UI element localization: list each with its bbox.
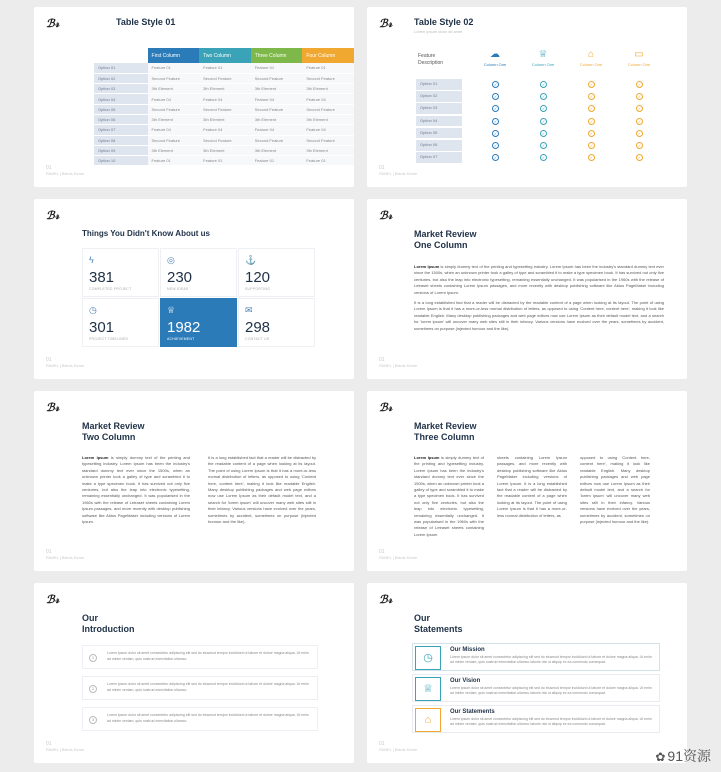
slide-market-review-one[interactable] bbox=[367, 199, 687, 379]
footer-brand: PANEL | Bisnis Keren bbox=[46, 363, 85, 368]
title-line-1: Market Review bbox=[82, 421, 145, 431]
table-cell: 3th Element bbox=[251, 84, 303, 94]
table-cell: Second Feature bbox=[199, 135, 251, 145]
table-cell: Feature 01 bbox=[302, 63, 354, 73]
stat-label: ACHIEVEMENT bbox=[167, 337, 195, 341]
table-cell: Feature 04 bbox=[302, 94, 354, 104]
stat-value: 1982 bbox=[167, 319, 201, 336]
title-line-2: Two Column bbox=[82, 432, 136, 442]
title-line-2: Three Column bbox=[414, 432, 475, 442]
stat-label: CONTACT US bbox=[245, 337, 270, 341]
table-cell: Second Feature bbox=[302, 135, 354, 145]
table-cell: Second Feature bbox=[148, 135, 200, 145]
slide-table-style-02[interactable] bbox=[367, 7, 687, 187]
check-icon: ✓ bbox=[541, 143, 546, 148]
table-cell: 3th Element bbox=[251, 145, 303, 155]
column-header: Two Column bbox=[199, 48, 251, 63]
column-1-text bbox=[82, 455, 190, 525]
brand-logo: ℬ𝓇 bbox=[46, 17, 60, 30]
table-cell: Feature 04 bbox=[251, 125, 303, 135]
trophy-icon: ♕ bbox=[538, 49, 548, 60]
clock-icon: ◷ bbox=[89, 305, 97, 315]
check-icon: ✓ bbox=[493, 82, 498, 87]
header-blank bbox=[94, 48, 148, 63]
bulb-icon: ◎ bbox=[167, 255, 175, 265]
table-row bbox=[94, 84, 354, 94]
column-header bbox=[566, 49, 616, 67]
stat-card bbox=[160, 298, 237, 347]
table-cell: Second Feature bbox=[251, 104, 303, 114]
table-cell: 3th Element bbox=[199, 84, 251, 94]
column-2-text: sheets containing Lorem Ipsum passages, and more recently with desktop publishing software like Aldus PageMaker including versions of Lorem Ipsum. It is a long established fact that a reader will be distracted by the readable content of a page when looking at its layout. The point of using Lorem Ipsum is that it has a more-or-less normal distribution of letters, as bbox=[497, 455, 567, 518]
slide-footer bbox=[379, 165, 417, 177]
check-icon: ✓ bbox=[493, 118, 498, 124]
folder-icon: ▭ bbox=[634, 49, 644, 60]
statement-item bbox=[412, 674, 660, 702]
row-option: Option 08 bbox=[94, 135, 148, 145]
title-line-2: Statements bbox=[414, 624, 463, 634]
slide-title bbox=[82, 613, 135, 635]
table-row bbox=[94, 94, 354, 104]
stat-card bbox=[82, 248, 159, 297]
column-label: Column One bbox=[579, 62, 603, 67]
slide-title: Table Style 01 bbox=[116, 17, 176, 27]
slide-footer bbox=[379, 741, 417, 753]
column-1-body: is simply dummy text of the printing and typesetting industry. Lorem Ipsum has been the industry's standard dummy text ever since the 1500s, when an unknown printer took a galley of type and scrambled it to make a type specimen book. It has survived not only five centuries, but also the leap into electronic typesetting, remaining essentially unchanged. It was popularised in the 1960s with the release of Letraset sheets containing Lorem Ipsum bbox=[414, 455, 484, 537]
statement-text: Lorem ipsum dolor sit amet consectetur adipiscing elit sed do eiusmod tempor incididunt ut labore et dolore magna aliqua. Ut enim ad minim veniam, quis nostrud exercitation ullamco laboris nisi ut aliquip ex ea commodo consequat. bbox=[450, 717, 652, 727]
check-icon: ✓ bbox=[637, 155, 642, 161]
check-icon: ✓ bbox=[493, 130, 498, 136]
page-number: 01 bbox=[379, 357, 385, 363]
comparison-table bbox=[416, 47, 666, 177]
table-cell: Feature 01 bbox=[148, 156, 200, 166]
slide-market-review-two[interactable] bbox=[34, 391, 354, 571]
stat-card bbox=[82, 298, 159, 347]
slide-market-review-three[interactable] bbox=[367, 391, 687, 571]
row-option: Option 03 bbox=[94, 84, 148, 94]
statement-item bbox=[412, 705, 660, 733]
check-icon: ✓ bbox=[541, 106, 546, 112]
column-label: Column One bbox=[531, 62, 555, 67]
row-option: Option 09 bbox=[94, 145, 148, 155]
check-icon: ✓ bbox=[541, 155, 546, 161]
table-cell: 3th Element bbox=[302, 84, 354, 94]
chat-icon: ✉ bbox=[245, 305, 253, 315]
footer-brand: PANEL | Bisnis Keren bbox=[46, 555, 85, 560]
table-row bbox=[94, 114, 354, 124]
table-cell: Second Feature bbox=[148, 104, 200, 114]
check-icon: ✓ bbox=[637, 94, 642, 100]
slide-title: Things You Didn't Know About us bbox=[82, 229, 210, 238]
table-cell: Feature 04 bbox=[199, 125, 251, 135]
check-icon: ✓ bbox=[493, 143, 498, 148]
stat-value: 301 bbox=[89, 319, 115, 336]
check-icon: ✓ bbox=[541, 130, 546, 136]
table-row bbox=[94, 73, 354, 83]
stat-label: PROJECT TIMELINES bbox=[89, 337, 129, 341]
intro-item bbox=[82, 645, 318, 669]
intro-item bbox=[82, 676, 318, 700]
check-icon: ✓ bbox=[637, 82, 642, 87]
table-cell: Feature 01 bbox=[199, 156, 251, 166]
column-label: Column One bbox=[483, 62, 507, 67]
table-cell: Feature 04 bbox=[302, 125, 354, 135]
clock-icon: ◷ bbox=[415, 646, 441, 670]
slide-title: Table Style 02 bbox=[414, 17, 474, 27]
footer-brand: PANEL | Bisnis Keren bbox=[46, 747, 85, 752]
title-line-1: Our bbox=[414, 613, 431, 623]
number-badge: 1 bbox=[89, 654, 97, 662]
page-number: 01 bbox=[46, 549, 52, 555]
table-cell: Feature 01 bbox=[251, 63, 303, 73]
check-icon: ✓ bbox=[637, 106, 642, 112]
table-row bbox=[94, 104, 354, 114]
footer-brand: PANEL | Bisnis Keren bbox=[379, 171, 418, 176]
intro-text: Lorem ipsum dolor sit amet consectetur adipiscing elit sed do eiusmod tempor incididunt ut labore et dolore magna aliqua. Ut enim ad minim veniam, quis nostrud exercitation ullamco. bbox=[107, 682, 309, 692]
slide-our-introduction[interactable] bbox=[34, 583, 354, 763]
table-row bbox=[94, 156, 354, 166]
slide-title bbox=[414, 613, 463, 635]
row-option: Option 04 bbox=[416, 116, 462, 127]
check-icon: ✓ bbox=[589, 130, 594, 136]
statement-text: Lorem ipsum dolor sit amet consectetur adipiscing elit sed do eiusmod tempor incididunt ut labore et dolore magna aliqua. Ut enim ad minim veniam, quis nostrud exercitation ullamco laboris nisi ut aliquip ex ea commodo consequat. bbox=[450, 686, 652, 696]
column-1-text bbox=[414, 455, 484, 539]
brand-logo: ℬ𝓇 bbox=[46, 401, 60, 414]
feature-description-label: Feature Description bbox=[418, 53, 444, 66]
slide-footer bbox=[46, 165, 84, 177]
slide-title bbox=[414, 229, 477, 251]
slide-subtitle: Lorem ipsum dolor sit amet bbox=[414, 29, 463, 34]
row-option: Option 02 bbox=[416, 91, 462, 102]
row-option: Option 06 bbox=[416, 140, 462, 151]
page-number: 01 bbox=[46, 357, 52, 363]
table-row bbox=[94, 135, 354, 145]
statement-heading: Our Mission bbox=[450, 647, 485, 653]
slide-table-style-01[interactable] bbox=[34, 7, 354, 187]
check-icon: ✓ bbox=[589, 155, 594, 161]
table-cell: Feature 01 bbox=[148, 63, 200, 73]
table-row bbox=[94, 125, 354, 135]
page-number: 01 bbox=[379, 741, 385, 747]
slide-footer bbox=[46, 357, 84, 369]
table-cell: Second Feature bbox=[251, 73, 303, 83]
stat-label: COMPLETED PROJECT bbox=[89, 287, 132, 291]
row-option: Option 06 bbox=[94, 114, 148, 124]
brand-logo: ℬ𝓇 bbox=[379, 401, 393, 414]
statement-item bbox=[412, 643, 660, 671]
lock-icon: ⌂ bbox=[587, 49, 595, 60]
check-icon: ✓ bbox=[589, 94, 594, 100]
title-line-1: Our bbox=[82, 613, 99, 623]
row-option: Option 02 bbox=[94, 73, 148, 83]
column-header: Four Column bbox=[302, 48, 354, 63]
title-line-1: Market Review bbox=[414, 229, 477, 239]
column-header bbox=[470, 49, 520, 67]
row-option: Option 05 bbox=[416, 128, 462, 139]
column-1-body: is simply dummy text of the printing and typesetting industry. Lorem Ipsum has been the industry's standard dummy text ever since the 1500s, when an unknown printer took a galley of type and scrambled it to make a type specimen book. It has survived not only five centuries, but also the leap into electronic typesetting, remaining essentially unchanged. It was popularised in the 1960s with the release of Letraset sheets containing Lorem Ipsum passages, and more recently with desktop publishing software like Aldus PageMaker including versions of Lorem Ipsum. bbox=[82, 455, 190, 525]
check-icon: ✓ bbox=[589, 82, 594, 87]
table-cell: Feature 04 bbox=[148, 125, 200, 135]
check-icon: ✓ bbox=[637, 118, 642, 124]
stat-value: 120 bbox=[245, 269, 271, 286]
table-cell: Second Feature bbox=[302, 73, 354, 83]
column-header bbox=[614, 49, 664, 67]
slide-footer bbox=[379, 549, 417, 561]
brand-logo: ℬ𝓇 bbox=[46, 209, 60, 222]
stat-card bbox=[238, 248, 315, 297]
page-number: 01 bbox=[46, 741, 52, 747]
table-cell: 3th Element bbox=[148, 84, 200, 94]
stat-card bbox=[160, 248, 237, 297]
row-option: Option 07 bbox=[416, 152, 462, 163]
table-cell: 3th Element bbox=[148, 114, 200, 124]
table-cell: Second Feature bbox=[199, 73, 251, 83]
stat-value: 381 bbox=[89, 269, 115, 286]
check-icon: ✓ bbox=[541, 118, 546, 124]
table-cell: Second Feature bbox=[251, 135, 303, 145]
table-cell: Second Feature bbox=[302, 104, 354, 114]
stat-label: NEW IDEAS bbox=[167, 287, 189, 291]
slide-our-statements[interactable] bbox=[367, 583, 687, 763]
paragraph-1: is simply dummy text of the printing and typesetting industry. Lorem Ipsum has been the industry's standard dummy text ever since the 1500s, when an unknown printer took a galley of type and scrambled it to make a type specimen book. It has survived not only five centuries, but also the leap into electronic typesetting, remaining essentially unchanged. It was popularised in the 1960s with the release of Letraset sheets containing Lorem Ipsum passages, and more recently with desktop publishing software like Aldus PageMaker including versions of Lorem Ipsum. bbox=[414, 264, 664, 295]
lightning-icon: ϟ bbox=[89, 255, 94, 265]
row-option: Option 01 bbox=[94, 63, 148, 73]
table-cell: Feature 04 bbox=[251, 94, 303, 104]
footer-brand: PANEL | Bisnis Keren bbox=[379, 747, 418, 752]
title-line-1: Market Review bbox=[414, 421, 477, 431]
statement-heading: Our Vision bbox=[450, 678, 481, 684]
table-header-row bbox=[94, 48, 354, 63]
table-cell: 3th Element bbox=[302, 114, 354, 124]
stat-value: 230 bbox=[167, 269, 193, 286]
body-text bbox=[414, 264, 664, 332]
anchor-icon: ⚓ bbox=[245, 255, 257, 265]
intro-text: Lorem ipsum dolor sit amet consectetur adipiscing elit sed do eiusmod tempor incididunt ut labore et dolore magna aliqua. Ut enim ad minim veniam, quis nostrud exercitation ullamco. bbox=[107, 713, 309, 723]
slide-title bbox=[414, 421, 477, 443]
lead-text: Lorem Ipsum bbox=[414, 455, 440, 460]
brand-logo: ℬ𝓇 bbox=[379, 17, 393, 30]
table-cell: Second Feature bbox=[148, 73, 200, 83]
lead-text: Lorem Ipsum bbox=[82, 455, 109, 460]
stat-value: 298 bbox=[245, 319, 271, 336]
check-icon: ✓ bbox=[493, 155, 498, 161]
number-badge: 2 bbox=[89, 685, 97, 693]
feature-table bbox=[94, 48, 354, 166]
brand-logo: ℬ𝓇 bbox=[379, 209, 393, 222]
check-icon: ✓ bbox=[589, 143, 594, 148]
paragraph-2: It is a long established fact that a reader will be distracted by the readable content of a page when looking at its layout. The point of using Lorem Ipsum is that it has a more-or-less normal distribution of letters, as opposed to using 'Content here, content here', making it look like readable English. Many desktop publishing packages and web page editors now use Lorem Ipsum as their default model text, and a search for 'lorem ipsum' will uncover many web sites still in their infancy. Various versions have evolved over the years, sometimes by accident, sometimes on purpose (injected humour and the like). bbox=[414, 300, 664, 331]
stat-card bbox=[238, 298, 315, 347]
slide-stats[interactable] bbox=[34, 199, 354, 379]
check-icon: ✓ bbox=[541, 82, 546, 87]
table-cell: Second Feature bbox=[199, 104, 251, 114]
watermark-text: 91资源 bbox=[667, 748, 711, 764]
footer-brand: PANEL | Bisnis Keren bbox=[46, 171, 85, 176]
column-header: First Column bbox=[148, 48, 200, 63]
slide-title bbox=[82, 421, 145, 443]
row-option: Option 03 bbox=[416, 103, 462, 114]
page-number: 01 bbox=[46, 165, 52, 171]
page-number: 01 bbox=[379, 165, 385, 171]
slide-footer bbox=[46, 741, 84, 753]
lock-icon: ⌂ bbox=[415, 708, 441, 732]
table-cell: 3th Element bbox=[302, 145, 354, 155]
trophy-icon: ♕ bbox=[167, 305, 176, 315]
watermark bbox=[655, 746, 711, 766]
brand-logo: ℬ𝓇 bbox=[379, 593, 393, 606]
footer-brand: PANEL | Bisnis Keren bbox=[379, 555, 418, 560]
check-icon: ✓ bbox=[637, 130, 642, 136]
column-header bbox=[518, 49, 568, 67]
row-option: Option 01 bbox=[416, 79, 462, 90]
check-icon: ✓ bbox=[637, 143, 642, 148]
check-icon: ✓ bbox=[589, 106, 594, 112]
table-cell: 3th Element bbox=[199, 145, 251, 155]
check-icon: ✓ bbox=[589, 118, 594, 124]
table-cell: Feature 01 bbox=[199, 63, 251, 73]
lead-text: Lorem Ipsum bbox=[414, 264, 440, 269]
table-cell: 3th Element bbox=[199, 114, 251, 124]
table-cell: Feature 01 bbox=[302, 156, 354, 166]
footer-brand: PANEL | Bisnis Keren bbox=[379, 363, 418, 368]
table-cell: Feature 04 bbox=[199, 94, 251, 104]
row-option: Option 07 bbox=[94, 125, 148, 135]
column-3-text: opposed to using 'Content here, content here', making it look like readable English. Many desktop publishing packages and web page editors now use Lorem Ipsum as their default model text, and a search for 'lorem ipsum' will uncover many web sites still in their infancy. Various versions have evolved over the years, sometimes by accident, sometimes on purpose (injected humour and the like). bbox=[580, 455, 650, 525]
stat-label: SUPPORTING bbox=[245, 287, 271, 291]
check-icon: ✓ bbox=[493, 106, 498, 112]
statement-text: Lorem ipsum dolor sit amet consectetur adipiscing elit sed do eiusmod tempor incididunt ut labore et dolore magna aliqua. Ut enim ad minim veniam, quis nostrud exercitation ullamco laboris nisi ut aliquip ex ea commodo consequat. bbox=[450, 655, 652, 665]
brand-logo: ℬ𝓇 bbox=[46, 593, 60, 606]
column-label: Column One bbox=[627, 62, 651, 67]
row-option: Option 05 bbox=[94, 104, 148, 114]
intro-text: Lorem ipsum dolor sit amet consectetur adipiscing elit sed do eiusmod tempor incididunt ut labore et dolore magna aliqua. Ut enim ad minim veniam, quis nostrud exercitation ullamco. bbox=[107, 651, 309, 661]
column-2-text: It is a long established fact that a reader will be distracted by the readable content of a page when looking at its layout. The point of using Lorem Ipsum is that it has a more-or-less normal distribution of letters, as opposed to using 'Content here, content here', making it look like readable English. Many desktop publishing packages and web page editors now use Lorem Ipsum as their default model text, and a search for 'lorem ipsum' will uncover many web sites still in their infancy. Various versions have evolved over the years, sometimes by accident, sometimes on purpose (injected humour and the like). bbox=[208, 455, 316, 525]
table-cell: 3th Element bbox=[148, 145, 200, 155]
column-header: Three Column bbox=[251, 48, 303, 63]
intro-item bbox=[82, 707, 318, 731]
check-icon: ✓ bbox=[541, 94, 546, 100]
page-number: 01 bbox=[379, 549, 385, 555]
number-badge: 3 bbox=[89, 716, 97, 724]
slide-footer bbox=[379, 357, 417, 369]
row-option: Option 04 bbox=[94, 94, 148, 104]
table-cell: Feature 01 bbox=[251, 156, 303, 166]
trophy-icon: ♕ bbox=[415, 677, 441, 701]
slide-footer bbox=[46, 549, 84, 561]
statement-heading: Our Statements bbox=[450, 709, 495, 715]
wechat-icon: ✿ bbox=[655, 750, 666, 764]
title-line-2: One Column bbox=[414, 240, 468, 250]
cloud-icon: ☁ bbox=[490, 49, 500, 60]
table-cell: 3th Element bbox=[251, 114, 303, 124]
row-option: Option 10 bbox=[94, 156, 148, 166]
table-row bbox=[94, 63, 354, 73]
title-line-2: Introduction bbox=[82, 624, 135, 634]
table-cell: Feature 04 bbox=[148, 94, 200, 104]
table-row bbox=[94, 145, 354, 155]
check-icon: ✓ bbox=[493, 94, 498, 100]
